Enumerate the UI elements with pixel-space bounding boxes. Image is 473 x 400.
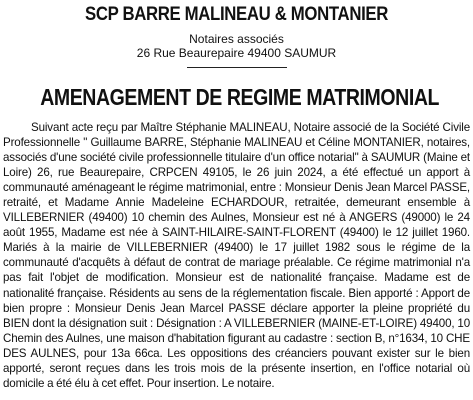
firm-address: 26 Rue Beaurepaire 49400 SAUMUR	[136, 46, 337, 60]
notice-title: AMENAGEMENT DE REGIME MATRIMONIAL	[40, 84, 439, 110]
notice-body: Suivant acte reçu par Maître Stéphanie MALINEAU, Notaire associé de la Société Civile Professionnelle " Guillaume BARRE, Stéphanie MALINEAU et Céline MONTANIER, notaires, associés d'une société civile professionnelle titulaire d'un office notarial" à SAUMUR (Maine et Loire) 26, rue Beaurepaire, CRPCEN 49105, le 26 juin 2024, a été effectué un apport à communauté aménageant le régime matrimonial, entre : Monsieur Denis Jean Marcel PASSE, retraité, et Madame Annie Madeleine ECHARDOUR, retraitée, demeurant ensemble à VILLEBERNIER (49400) 10 chemin des Aulnes, Monsieur est né à ANGERS (49000) le 24 août 1955, Madame est née à SAINT-HILAIRE-SAINT-FLORENT (49400) le 12 juillet 1960. Mariés à la mairie de VILLEBERNIER (49400) le 17 juillet 1982 sous le régime de la communauté d'acquêts à défaut de contrat de mariage préalable. Ce régime matrimonial n'a pas fait l'objet de modification. Monsieur est de nationalité française. Madame est de nationalité française. Résidents au sens de la réglementation fiscale. Bien apporté : Apport de bien propre : Monsieur Denis Jean Marcel PASSE déclare apporter la pleine propriété du BIEN dont la désignation suit : Désignation : A VILLEBERNIER (MAINE-ET-LOIRE) 49400, 10 Chemin des Aulnes, une maison d'habitation figurant au cadastre : section B, n°1634, 10 CHE DES AULNES, pour 13a 66ca. Les oppositions des créanciers pouvant exister sur le bien apporté, seront reçues dans les trois mois de la présente insertion, en l'office notarial où domicile a été élu à cet effet. Pour insertion. Le notaire.	[3, 121, 470, 390]
firm-subtitle: Notaires associés	[189, 32, 284, 46]
header-divider	[187, 67, 287, 68]
firm-name: SCP BARRE MALINEAU & MONTANIER	[84, 3, 389, 25]
